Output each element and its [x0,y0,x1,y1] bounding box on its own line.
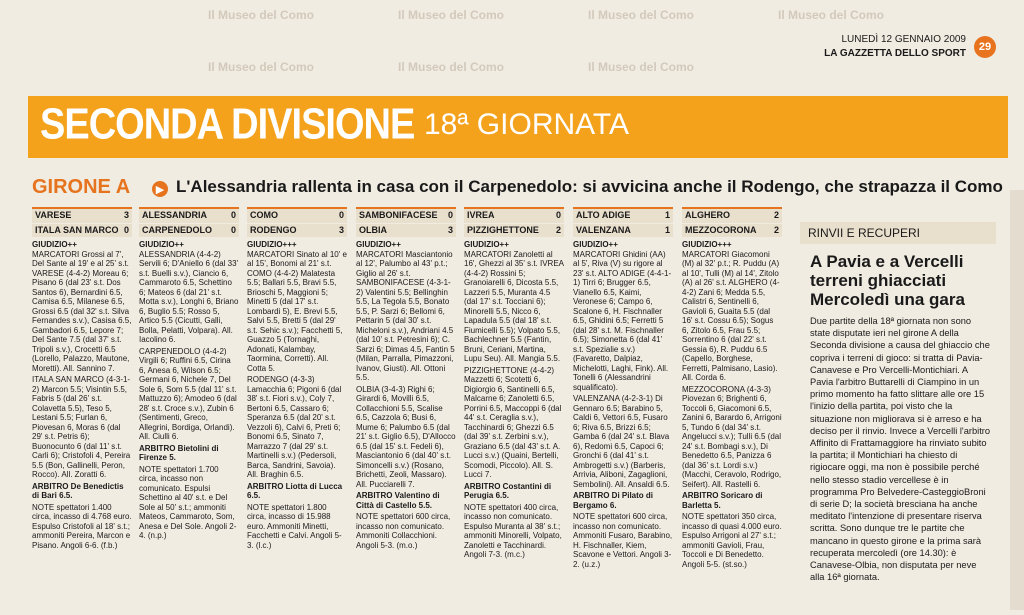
page-header [0,0,1024,78]
away-score-row [32,224,132,238]
away-goals: 3 [338,224,344,235]
judgement: GIUDIZIO++ [356,240,401,249]
home-score-row [139,207,239,223]
match-report [464,207,564,609]
home-goals: 0 [447,210,453,220]
lineup-away: MEZZOCORONA (4-3-3) Piovezan 6; Brighenti 6, Toccoli 6, Giacomoni 6.5, Zanini 6, Barardo 6, Arrigoni 5, Tundo 6 (dal 34' s.t. Angelucci s.v.); Tulli 6.5 (dal 24' s.t. Bombagi s.v.), Di Benedetto 6.5, Panizza 6 (dal 36' s.t. Lordi s.v.) (Macchi, Ceravolo, Rodrigo, Seifert). All. Rastelli 6. [682,384,782,489]
away-goals: 0 [230,224,236,235]
round-label: 18ª GIORNATA [424,108,630,141]
referee: ARBITRO De Benedictis di Bari 6.5. [32,481,124,500]
lineup-away: OLBIA (3-4-3) Righi 6; Girardi 6, Movilli 6.5, Collacchioni 5.5, Scalise 6.5, Cazzola 6; Busi 6, Mume 6; Palumbo 6.5 (dal 21' s.t. Giglio 6.5), D'Allocco 6.5 (dal 15' s.t. Fedeli 6), Masciantonio 6 (dal 40' s.t. Simoncelli s.v.) (Rosano, Brichetti, Zeoli, Massaro). All. Pucciarelli 7. [356,384,456,489]
sidebar-body: Due partite della 18ª giornata non sono state disputate ieri nel girone A della Seconda divisione a causa del ghiaccio che copriva i terreni di gioco: si tratta di Pavia-Canavese e Pro Vercelli-Montichiari. A Pavia l'arbitro Buttarelli di Ciampino in un primo momento ha fatto slittare alle ore 15 l'inizio della partita, poi visto che la situazione non migliorava si è arreso e ha deciso per il rinvio. Invece a Vercelli l'arbitro Affinito di Frattamaggiore ha rinviato subito la partita; il Montichiari ha chiesto di rigiocare oggi, ma non è possibile perché nello stesso stadio vercellese è in programma Pro Belvedere-CasteggioBroni di serie D; la società bresciana ha anche meditato l'intenzione di presentare riserva scritta. Sono dunque tre le partite che mancano in questo girone e la prima sarà recuperata mercoledì (ore 14.30): è Canavese-Olbia, non disputata per neve alla 16ª giornata. [810,316,991,583]
away-score-row [682,224,782,238]
judgement: GIUDIZIO++ [464,240,509,249]
home-score-row [356,207,456,223]
home-team: ALTO ADIGE [576,210,631,220]
home-team: ALGHERO [685,210,730,220]
home-score-row [573,207,673,223]
away-team: PIZZIGHETTONE [467,224,539,235]
newspaper-name: LA GAZZETTA DELLO SPORT [824,48,966,59]
away-score-row [247,224,347,238]
match-notes: NOTE spettatori 1.800 circa, incasso di 15.988 euro. Ammoniti Minetti, Facchetti e Calvi. Angoli 5-3. (l.c.) [247,502,342,550]
referee: ARBITRO Costantini di Perugia 6.5. [464,481,552,500]
away-goals: 1 [664,224,670,235]
match-report [356,207,456,609]
judgement: GIUDIZIO+++ [682,240,732,249]
home-score-row [247,207,347,223]
lineup-home: MARCATORI Ghidini (AA) al 5', Riva (V) su rigore al 23' s.t. ALTO ADIGE (4-4-1-1) Tirri 6; Brugger 6.5, Vianello 6.5, Kaimi, Veronese 6; Campo 6, Scalone 6, H. Fischnaller 6.5, Ghidini 6.5; Ferretti 5 (dal 28' s.t. M. Fischnaller 6.5); Simonetta 6 (dal 41' s.t. Spezialie s.v.) (Favaretto, Dalpiaz, Michelotti, Laghi, Fink). All. Tonelli 6 (Alessandrini squalificato). [573,249,672,392]
section-title: SECONDA DIVISIONE [40,100,415,150]
home-goals: 3 [123,210,129,220]
watermark: Il Museo del Como [588,60,695,74]
lineup-away: PIZZIGHETTONE (4-4-2) Mazzetti 6; Scotetti 6, Digiorgio 6, Santinelli 6.5, Malcarne 6; Zanoletti 6.5, Porrini 6.5, Maccoppi 6 (dal 44' s.t. Ceraglia s.v.), Tacchinardi 6; Ghezzi 6.5 (dal 39' s.t. Zerbini s.v.), Graziano 6.5 (dal 43' s.t. A. Lucci s.v.) (Quaini, Bertelli, Scomodi, Piccolo). All. S. Lucci 7. [464,365,562,479]
lineup-home: MARCATORI Zanoletti al 16', Ghezzi al 35' s.t. IVREA (4-4-2) Rossini 5; Granoiarelli 6, Dicosta 5.5, Lazzeri 5.5, Muranta 4.5 (dal 17' s.t. Tocciani 6); Minorelli 5.5, Nicco 6, Lapadula 5.5 (dal 18' s.t. Fiumicelli 5.5); Volpato 5.5, Bachlechner 5.5 (Fantin, Bruni, Ceriani, Martina, Lupu Seu). All. Mangia 5.5. [464,249,564,363]
watermark: Il Museo del Como [588,8,695,22]
watermark: Il Museo del Como [398,8,505,22]
home-team: ALESSANDRIA [142,210,208,220]
judgement: GIUDIZIO++ [139,240,184,249]
page-number: 29 [974,36,996,58]
match-notes: NOTE spettatori 600 circa, incasso non comunicato. Ammoniti Fusaro, Barabino, H. Fischnaller, Kiem, Scavone e Vettori. Angoli 3-2. (u.z.) [573,512,673,569]
home-goals: 0 [338,210,344,220]
away-goals: 2 [773,224,779,235]
lineup-home: MARCATORI Giacomoni (M) al 32' p.t.; R. Puddu (A) al 10', Tulli (M) al 14', Zitolo (A) al 26' s.t. ALGHERO (4-4-2) Zani 6; Medda 5.5, Calistri 6, Sentinelli 6, Gavioli 6, Guaita 5.5 (dal 16' s.t. Cossu 6.5); Sogus 6, Zitolo 6.5, Frau 5.5; Sorrentino 6 (dal 22' s.t. Gessia 6), R. Puddu 6.5 (Capello, Borghese, Ferretti, Palmisano, Lasio). All. Corda 6. [682,249,780,382]
section-banner [28,96,1008,158]
home-goals: 0 [230,210,236,220]
home-team: SAMBONIFACESE [359,210,438,220]
judgement: GIUDIZIO++ [32,240,77,249]
watermark: Il Museo del Como [778,8,885,22]
away-team: VALENZANA [576,224,631,235]
watermark: Il Museo del Como [208,8,315,22]
away-team: ITALA SAN MARCO [35,224,119,235]
adjacent-page-edge [1010,190,1024,610]
home-goals: 1 [664,210,670,220]
lineup-home: MARCATORI Grossi al 7', Del Sante al 19' e al 25' s.t. VARESE (4-4-2) Moreau 6; Pisano 6 (dal 23' s.t. Dos Santos 6), Bernardini 6.5, Camisa 6.5, Milanese 6.5, Grossi 6.5 (dal 32' s.t. Silva Fernandes s.v.), Casisa 6.5, Gambadori 6.5, Lepore 7; Del Sante 7.5 (dal 37' s.t. Tripoli s.v.), Crocetti 6.5 (Lorello, Palazzo, Mautone, Moretti). All. Sannino 7. [32,249,132,373]
match-notes: NOTE spettatori 1.400 circa, incasso di 4.768 euro. Espulso Cristofoli al 18' s.t.; ammoniti Pereira, Marcon e Pisano. Angoli 6-6. (f.b.) [32,502,132,550]
away-team: CARPENEDOLO [142,224,213,235]
referee: ARBITRO Liotta di Lucca 6.5. [247,481,343,500]
home-score-row [682,207,782,223]
away-score-row [573,224,673,238]
lineup-away: VALENZANA (4-2-3-1) Di Gennaro 6.5; Barabino 5, Caldi 6, Vettori 6.5, Fusaro 6; Riva 6.5, Brizzi 6.5; Gamba 6 (dal 24' s.t. Blava 6), Redomi 6.5, Capoci 6; Gronchi 6 (dal 41' s.t. Ambrogetti s.v.) (Barberis, Arrivia, Aliboni, Zagaglioni, Sembolini). All. Ansaldi 6.5. [573,394,670,489]
match-report [573,207,673,609]
referee: ARBITRO Di Pilato di Bergamo 6. [573,491,653,510]
match-report [247,207,347,609]
sidebar-headline: A Pavia e a Vercelli terreni ghiacciati Mercoledì una gara [810,252,965,309]
home-goals: 2 [773,210,779,220]
match-report [139,207,239,609]
match-report [32,207,132,609]
away-team: OLBIA [359,224,387,235]
away-team: MEZZOCORONA [685,224,757,235]
match-report [682,207,782,609]
sidebar-article [800,222,996,583]
group-label: GIRONE A [32,176,131,198]
away-team: RODENGO [250,224,297,235]
home-goals: 0 [555,210,561,220]
lineup-home: ALESSANDRIA (4-4-2) Servili 6; D'Aniello 6 (dal 33' s.t. Buelli s.v.), Ciancio 6, Cammaroto 6.5, Schettino 6; Mateos 6 (dal 21' s.t. Motta s.v.), Longhi 6, Briano 6, Buglio 5.5; Rosso 5, Artico 5.5 (Cicutti, Galli, Bolla, Pelatti, Volpara). All. Iacolino 6. [139,249,239,344]
home-team: VARESE [35,210,72,220]
lineup-home: MARCATORI Sinato al 10' e al 15', Bonomi al 21' s.t. COMO (4-4-2) Malatesta 5.5; Ballari 5.5, Bravi 5.5, Brioschi 5, Maggioni 5; Minetti 5 (dal 17' s.t. Lombardi 5), E. Brevi 5.5, Salvi 5.5, Bretti 5 (dal 29' s.t. Sehic s.v.); Facchetti 5, Guazzo 5 (Tornaghi, Adonati, Kalambay, Taormina, Corretti). All. Cotta 5. [247,249,347,373]
match-notes: NOTE spettatori 400 circa, incasso non comunicato. Espulso Muranta al 38' s.t.; ammoniti Minorelli, Volpato, Zanoletti e Tacchinardi. Angoli 7-3. (m.c.) [464,502,562,559]
away-score-row [464,224,564,238]
away-score-row [356,224,456,238]
away-goals: 0 [123,224,129,235]
article-headline: L'Alessandria rallenta in casa con il Carpenedolo: si avvicina anche il Rodengo, che strapazza il Como [176,177,1003,196]
watermark: Il Museo del Como [208,60,315,74]
sidebar-section-label: RINVII E RECUPERI [800,222,996,244]
match-notes: NOTE spettatori 1.700 circa, incasso non comunicato. Espulsi Schettino al 40' s.t. e Del Sole al 50' s.t.; ammoniti Mateos, Cammaroto, Som, Anesa e Del Sole. Angoli 2-4. (n.p.) [139,464,237,540]
home-team: IVREA [467,210,495,220]
referee: ARBITRO Valentino di Città di Castello 5.5. [356,491,440,510]
lineup-home: MARCATORI Masciantonio al 12', Palumbo al 43' p.t.; Giglio al 26' s.t. SAMBONIFACESE (4-3-1-2) Valentini 5.5; Bellinghin 5.5, La Tegola 5.5, Bonato 5.5, P. Sarzi 6; Bellomi 6, Pettarin 5 (dal 30' s.t. Micheloni s.v.), Andriani 4.5 (dal 10' s.t. Petresini 6); C. Sarzi 6; Dimas 4.5, Fantin 5 (Milan, Parralla, Pimazzoni, Ivanov, Giusti). All. Ottoni 5.5. [356,249,455,382]
match-notes: NOTE spettatori 350 circa, incasso di quasi 4.000 euro. Espulso Arrigoni al 27' s.t.; ammoniti Gavioli, Frau, Toccoli e Di Benedetto. Angoli 5-5. (st.so.) [682,512,782,569]
match-notes: NOTE spettatori 600 circa, incasso non comunicato. Ammoniti Collacchioni. Angoli 5-3. (m.o.) [356,512,451,550]
home-score-row [464,207,564,223]
judgement: GIUDIZIO++ [573,240,618,249]
lineup-away: ITALA SAN MARCO (4-3-1-2) Marcon 5.5; Visintin 5.5, Fabris 5 (dal 26' s.t. Colavetta 5.5), Teso 5, Lestani 5.5; Furlan 6, Piovesan 6, Moras 6 (dal 29' s.t. Petris 6); Buonocunto 6 (dal 11' s.t. Carli 6); Cristofoli 4, Pereira 5.5 (Bon, Gallinelli, Peron, Rocco). All. Zoratti 6. [32,375,131,479]
away-goals: 2 [555,224,561,235]
lineup-away: RODENGO (4-3-3) Lamacchia 6; Pigoni 6 (dal 38' s.t. Fiori s.v.), Coly 7, Bertoni 6.5, Cassaro 6; Speranza 6.5 (dal 20' s.t. Vezzoli 6), Calvi 6, Preti 6; Bonomi 6.5, Sinato 7, Marrazzo 7 (dal 29' s.t. Martinelli s.v.) (Pedersoli, Barca, Sandrini, Savoia). All. Braghin 6.5. [247,375,342,479]
away-score-row [139,224,239,238]
arrow-right-icon: ▶ [152,181,168,197]
referee: ARBITRO Bietolini di Firenze 5. [139,443,219,462]
home-score-row [32,207,132,223]
referee: ARBITRO Soricaro di Barletta 5. [682,491,763,510]
home-team: COMO [250,210,278,220]
lineup-away: CARPENEDOLO (4-4-2) Virgili 6; Ruffini 6.5, Cirina 6, Anesa 6, Wilson 6.5; Germani 6, Nichele 7, Del Sole 6, Som 5.5 (dal 11' s.t. Mattuzzo 6); Amodeo 6 (dal 28' s.t. Croce s.v.), Zubin 6 (Sentimenti, Greco, Allegrini, Bordiga, Orlandi). All. Ciulli 6. [139,346,237,441]
away-goals: 3 [447,224,453,235]
watermark: Il Museo del Como [398,60,505,74]
judgement: GIUDIZIO+++ [247,240,297,249]
issue-date: LUNEDÌ 12 GENNAIO 2009 [841,34,966,45]
